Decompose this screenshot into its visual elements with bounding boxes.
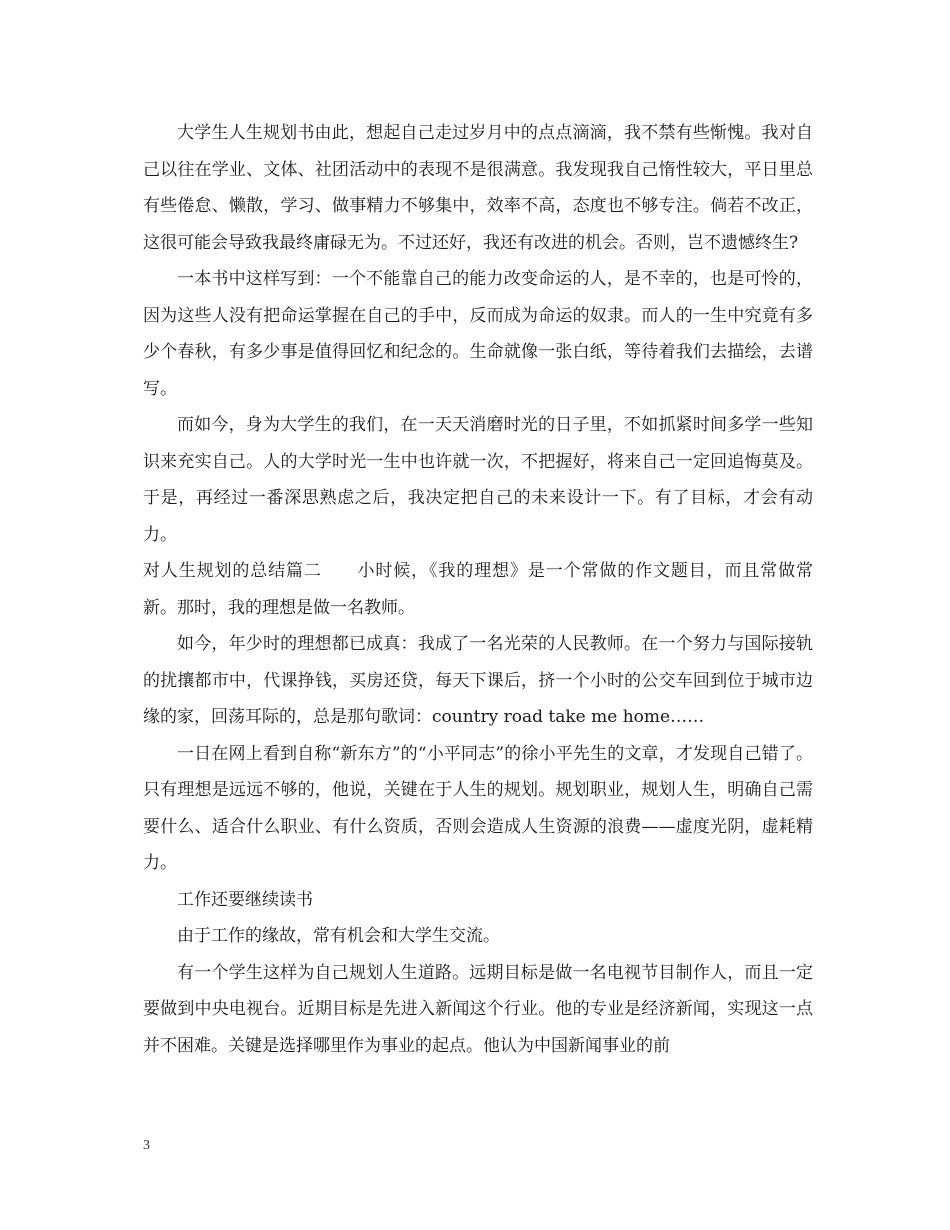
body-text (143, 115, 813, 1064)
paragraph: 有一个学生这样为自己规划人生道路。远期目标是做一名电视节目制作人，而且一定要做到中央电视台。近期目标是先进入新闻这个行业。他的专业是经济新闻，实现这一点并不困难。关键是选择哪里作为事业的起点。他认为中国新闻事业的前 (143, 962, 813, 1056)
paragraph: 一日在网上看到自称“新东方”的“小平同志”的徐小平先生的文章，才发现自己错了。只有理想是远远不够的，他说，关键在于人生的规划。规划职业，规划人生，明确自己需要什么、适合什么职业、有什么资质，否则会造成人生资源的浪费——虚度光阴，虚耗精力。 (143, 743, 813, 873)
paragraph: 大学生人生规划书由此，想起自己走过岁月中的点点滴滴，我不禁有些惭愧。我对自己以往在学业、文体、社团活动中的表现不是很满意。我发现我自己惰性较大，平日里总有些倦怠、懒散，学习、做事精力不够集中，效率不高，态度也不够专注。倘若不改正，这很可能会导致我最终庸碌无为。不过还好，我还有改进的机会。否则，岂不遗憾终生? (143, 123, 813, 253)
paragraph: 如今，年少时的理想都已成真：我成了一名光荣的人民教师。在一个努力与国际接轨的扰攘都市中，代课挣钱，买房还贷，每天下课后，挤一个小时的公交车回到位于城市边缘的家，回荡耳际的，总是那句歌词：country road take me home…… (143, 634, 813, 727)
paragraph: 而如今，身为大学生的我们，在一天天消磨时光的日子里，不如抓紧时间多学一些知识来充实自己。人的大学时光一生中也许就一次，不把握好，将来自己一定回追悔莫及。于是，再经过一番深思熟虑之后，我决定把自己的未来设计一下。有了目标，才会有动力。 (143, 415, 813, 545)
section-heading-paragraph: 对人生规划的总结篇二 小时候，《我的理想》是一个常做的作文题目，而且常做常新。那时，我的理想是做一名教师。 (143, 561, 813, 618)
page-number: 3 (143, 1138, 150, 1153)
subheading-paragraph: 工作还要继续读书 (177, 889, 313, 910)
paragraph: 由于工作的缘故，常有机会和大学生交流。 (177, 926, 500, 946)
paragraph: 一本书中这样写到：一个不能靠自己的能力改变命运的人，是不幸的，也是可怜的，因为这些人没有把命运掌握在自己的手中，反而成为命运的奴隶。而人的一生中究竟有多少个春秋，有多少事是值得回忆和纪念的。生命就像一张白纸，等待着我们去描绘，去谱写。 (143, 269, 813, 399)
